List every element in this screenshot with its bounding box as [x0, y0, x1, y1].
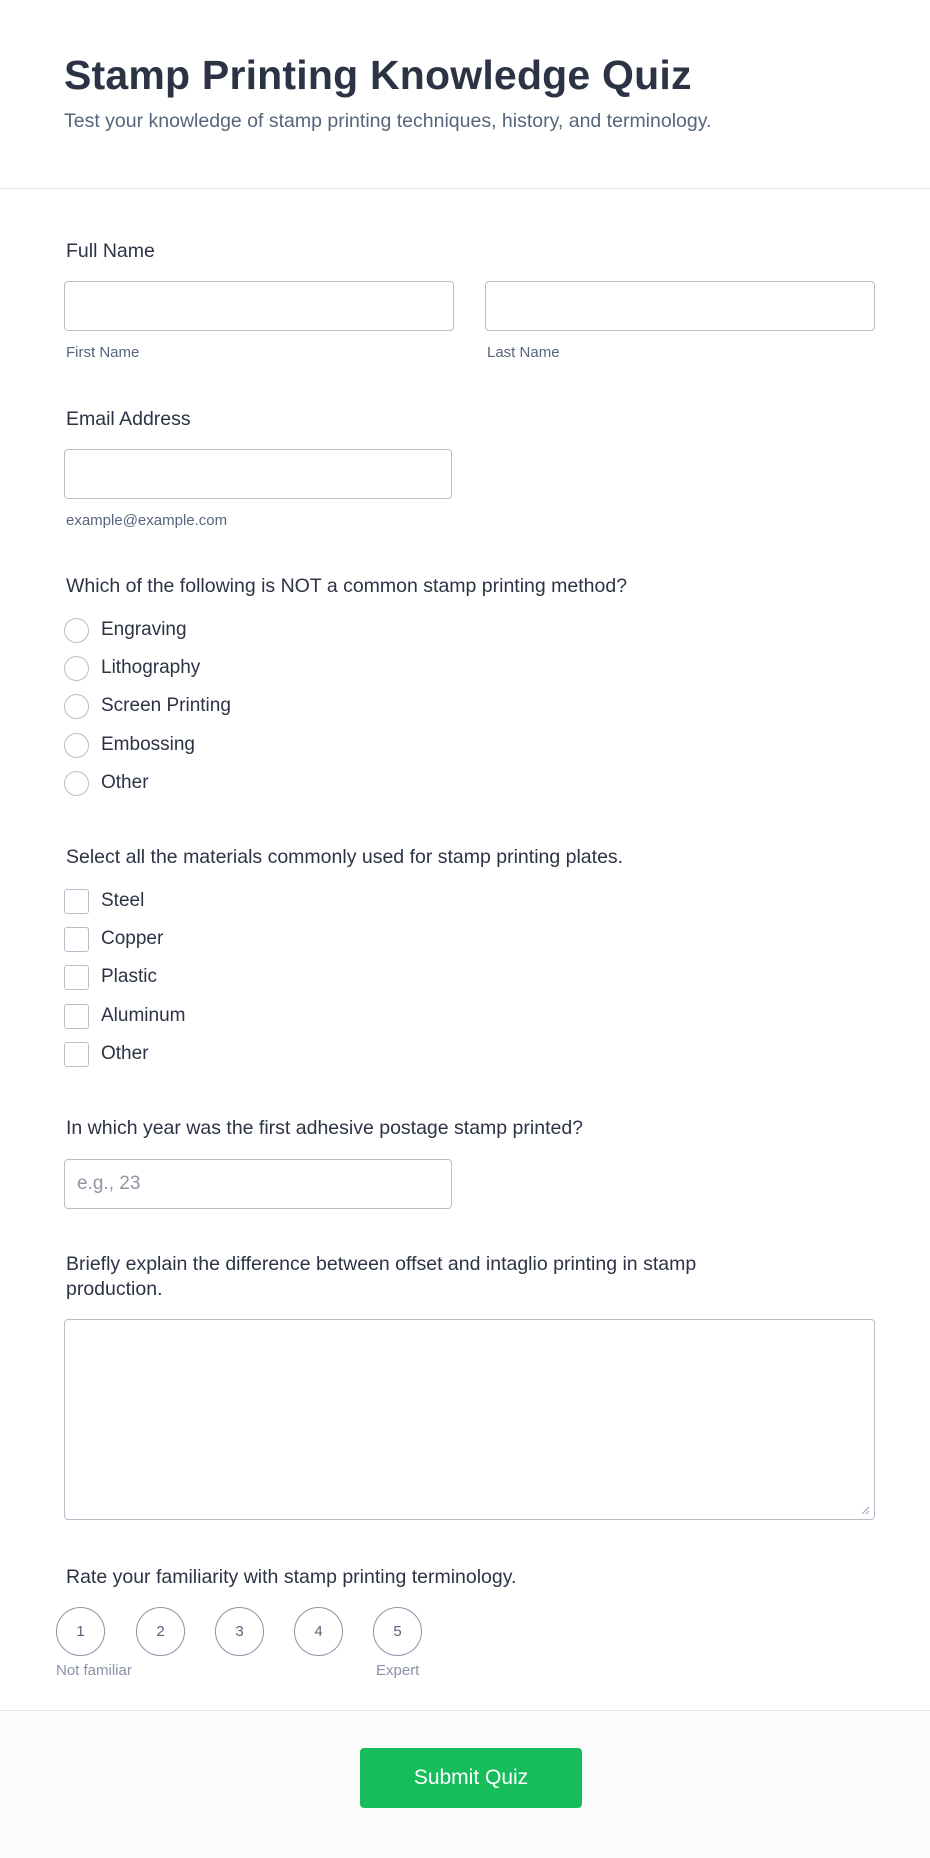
checkbox-option-label: Plastic — [101, 966, 157, 987]
email-input[interactable] — [64, 449, 452, 499]
checkbox[interactable] — [64, 1042, 89, 1067]
radio-button[interactable] — [64, 618, 89, 643]
checkbox[interactable] — [64, 927, 89, 952]
full-name-label: Full Name — [66, 240, 155, 262]
radio-option-label: Embossing — [101, 734, 195, 755]
checkbox-option-label: Steel — [101, 890, 145, 911]
year-input[interactable] — [64, 1159, 452, 1209]
checkbox-option-other[interactable] — [64, 1041, 149, 1067]
q1-question: Which of the following is NOT a common stamp printing method? — [66, 575, 628, 597]
q3-question: In which year was the first adhesive postage stamp printed? — [66, 1117, 584, 1139]
last-name-sublabel: Last Name — [487, 344, 560, 361]
checkbox-option-plastic[interactable] — [64, 964, 157, 990]
checkbox-option-label: Copper — [101, 928, 164, 949]
rating-option-1[interactable]: 1 — [56, 1607, 105, 1656]
rating-min-caption: Not familiar — [56, 1662, 132, 1679]
q2-question: Select all the materials commonly used for stamp printing plates. — [66, 846, 624, 868]
checkbox-option-label: Aluminum — [101, 1005, 186, 1026]
radio-option-engraving[interactable] — [64, 617, 187, 643]
submit-button[interactable]: Submit Quiz — [360, 1748, 582, 1808]
checkbox-option-steel[interactable] — [64, 888, 144, 914]
page-title: Stamp Printing Knowledge Quiz — [64, 52, 692, 98]
radio-button[interactable] — [64, 733, 89, 758]
radio-button[interactable] — [64, 656, 89, 681]
page-subtitle: Test your knowledge of stamp printing techniques, history, and terminology. — [64, 110, 712, 132]
rating-max-caption: Expert — [376, 1662, 420, 1679]
radio-option-embossing[interactable] — [64, 732, 195, 758]
q5-question: Rate your familiarity with stamp printing terminology. — [66, 1566, 517, 1588]
radio-option-other[interactable] — [64, 770, 149, 796]
rating-option-2[interactable]: 2 — [136, 1607, 185, 1656]
first-name-input[interactable] — [64, 281, 454, 331]
first-name-sublabel: First Name — [66, 344, 140, 361]
radio-option-label: Other — [101, 772, 149, 793]
checkbox[interactable] — [64, 1004, 89, 1029]
q4-question-line1: Briefly explain the difference between offset and intaglio printing in stamp — [66, 1253, 697, 1275]
checkbox-option-aluminum[interactable] — [64, 1003, 185, 1029]
checkbox[interactable] — [64, 889, 89, 914]
email-hint: example@example.com — [66, 512, 228, 529]
radio-button[interactable] — [64, 694, 89, 719]
radio-option-label: Lithography — [101, 657, 201, 678]
q4-question-line2: production. — [66, 1278, 163, 1300]
resize-grip-icon[interactable] — [860, 1505, 870, 1515]
last-name-input[interactable] — [485, 281, 875, 331]
rating-option-5[interactable]: 5 — [373, 1607, 422, 1656]
rating-option-3[interactable]: 3 — [215, 1607, 264, 1656]
checkbox[interactable] — [64, 965, 89, 990]
explanation-textarea[interactable] — [64, 1319, 875, 1520]
form-header — [0, 0, 930, 189]
radio-option-label: Screen Printing — [101, 695, 231, 716]
radio-option-screen-printing[interactable] — [64, 693, 231, 719]
radio-option-label: Engraving — [101, 619, 187, 640]
radio-button[interactable] — [64, 771, 89, 796]
radio-option-lithography[interactable] — [64, 655, 200, 681]
email-label: Email Address — [66, 408, 191, 430]
checkbox-option-copper[interactable] — [64, 926, 163, 952]
checkbox-option-label: Other — [101, 1043, 149, 1064]
rating-option-4[interactable]: 4 — [294, 1607, 343, 1656]
